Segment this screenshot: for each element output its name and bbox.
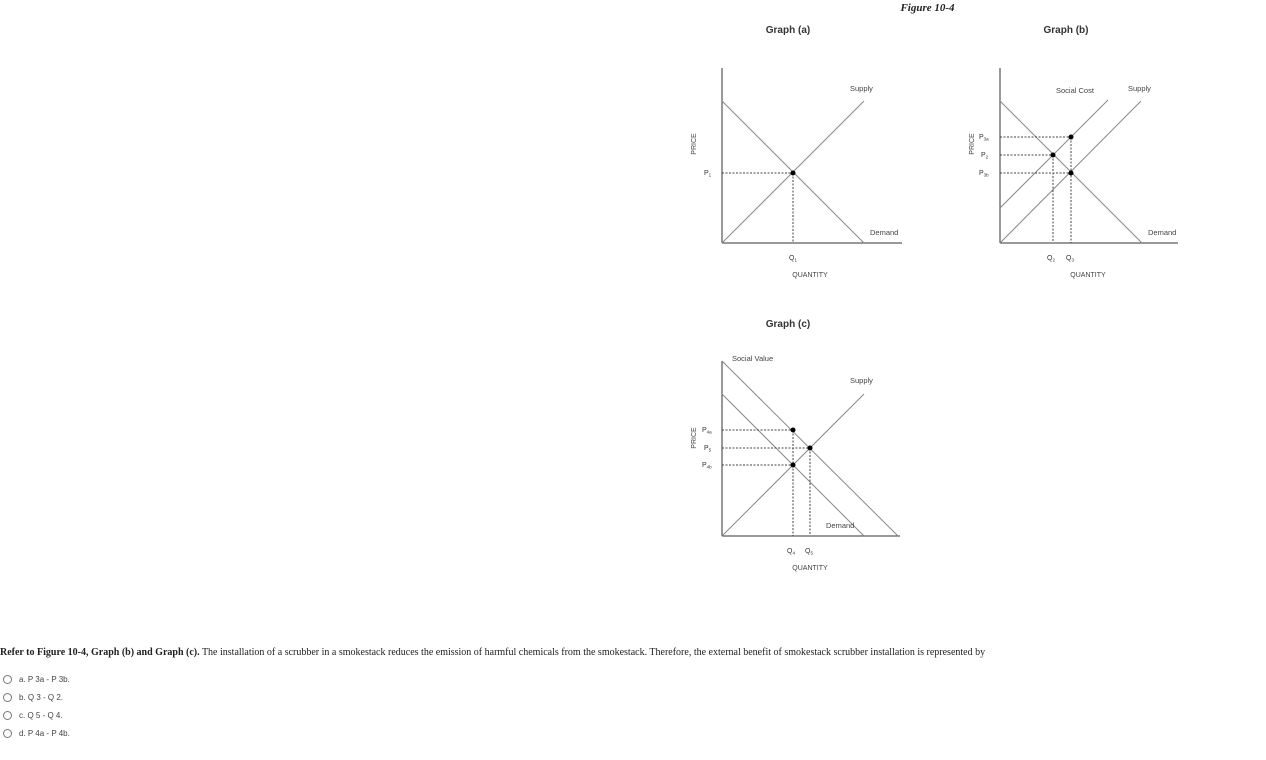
option-c[interactable]	[3, 706, 70, 724]
q1-main: Q	[789, 255, 795, 262]
option-c-label: c. Q 5 - Q 4.	[19, 710, 63, 720]
p1-main: P	[704, 170, 709, 177]
question-text	[0, 647, 1266, 658]
radio-button-icon[interactable]	[3, 675, 12, 684]
p5-main: P	[704, 445, 709, 452]
p5-sub: 5	[708, 447, 712, 453]
q2-sub: 2	[1052, 257, 1055, 263]
p3b-main: P	[979, 170, 984, 177]
p4b-sub: 4b	[706, 464, 712, 470]
question-body: The installation of a scrubber in a smokestack reduces the emission of harmful chemicals from the smokestack. Therefore, the external benefit of smokestack scrubber installation is represented by	[199, 647, 986, 658]
p4a-main: P	[702, 427, 707, 434]
graph-c-p5-label	[704, 445, 712, 453]
graph-a-equilibrium-point	[791, 171, 796, 176]
graph-b-p3b-label	[979, 170, 989, 178]
graph-b-demand-label: Demand	[1148, 228, 1177, 237]
graph-c-x-label: QUANTITY	[792, 565, 828, 572]
p3b-sub: 3b	[983, 172, 989, 178]
answer-options	[3, 670, 70, 742]
p4b-main: P	[702, 462, 707, 469]
graph-c-point-p4b	[791, 463, 796, 468]
graph-a-y-label: PRICE	[691, 133, 698, 155]
question-lead: Refer to Figure 10-4, Graph (b) and Graph (c).	[0, 647, 200, 658]
option-d-label: d. P 4a - P 4b.	[19, 728, 70, 738]
graph-c-p4b-label	[702, 462, 712, 470]
graph-a-demand-label: Demand	[870, 228, 899, 237]
graph-c-demand-label: Demand	[826, 521, 855, 530]
graph-a	[691, 25, 902, 279]
radio-button-icon[interactable]	[3, 729, 12, 738]
p2-main: P	[981, 152, 986, 159]
figure-caption: Figure 10-4	[900, 2, 955, 14]
graph-b-title: Graph (b)	[1043, 25, 1089, 36]
p3a-main: P	[979, 134, 984, 141]
graph-b-p2-label	[981, 152, 989, 160]
graph-b-q3-label	[1066, 255, 1074, 263]
option-d[interactable]	[3, 724, 70, 742]
graph-c-title: Graph (c)	[765, 319, 811, 330]
q4-sub: 4	[792, 550, 795, 556]
radio-button-icon[interactable]	[3, 711, 12, 720]
graph-c-q4-label	[787, 548, 795, 556]
option-a-label: a. P 3a - P 3b.	[19, 674, 70, 684]
option-b-label: b. Q 3 - Q 2.	[19, 692, 64, 702]
graph-b	[969, 25, 1178, 279]
p4a-sub: 4a	[706, 429, 712, 435]
graph-b-point-p3b	[1069, 171, 1074, 176]
graph-b-point-p3a	[1069, 135, 1074, 140]
radio-button-icon[interactable]	[3, 693, 12, 702]
graph-b-supply-label: Supply	[1128, 84, 1151, 93]
q3-sub: 3	[1071, 257, 1074, 263]
q3-main: Q	[1066, 255, 1072, 262]
graph-b-q2-label	[1047, 255, 1055, 263]
p3a-sub: 3a	[983, 136, 989, 142]
graph-b-y-label: PRICE	[969, 133, 976, 155]
graph-a-supply-label: Supply	[850, 84, 873, 93]
graph-c-y-label: PRICE	[691, 427, 698, 449]
graph-a-title: Graph (a)	[765, 25, 811, 36]
q2-main: Q	[1047, 255, 1053, 262]
graph-a-q1-label	[789, 255, 797, 263]
graph-c-point-p5	[808, 446, 813, 451]
q5-sub: 5	[810, 550, 813, 556]
graph-b-x-label: QUANTITY	[1070, 272, 1106, 279]
option-a[interactable]	[3, 670, 70, 688]
graph-b-p3a-label	[979, 134, 989, 142]
graph-c-supply-label: Supply	[850, 376, 873, 385]
graph-a-p1-label	[704, 170, 712, 178]
q1-sub: 1	[794, 257, 797, 263]
q4-main: Q	[787, 548, 793, 555]
p1-sub: 1	[708, 172, 712, 178]
graph-c-q5-label	[805, 548, 813, 556]
graph-c-point-p4a	[791, 428, 796, 433]
graph-a-x-label: QUANTITY	[792, 272, 828, 279]
graph-b-social-cost-label: Social Cost	[1056, 86, 1094, 95]
graph-c	[691, 319, 900, 572]
graph-c-social-value-label: Social Value	[732, 354, 774, 363]
option-b[interactable]	[3, 688, 70, 706]
p2-sub: 2	[985, 154, 989, 160]
graph-c-p4a-label	[702, 427, 712, 435]
q5-main: Q	[805, 548, 811, 555]
graph-b-point-p2	[1051, 153, 1056, 158]
